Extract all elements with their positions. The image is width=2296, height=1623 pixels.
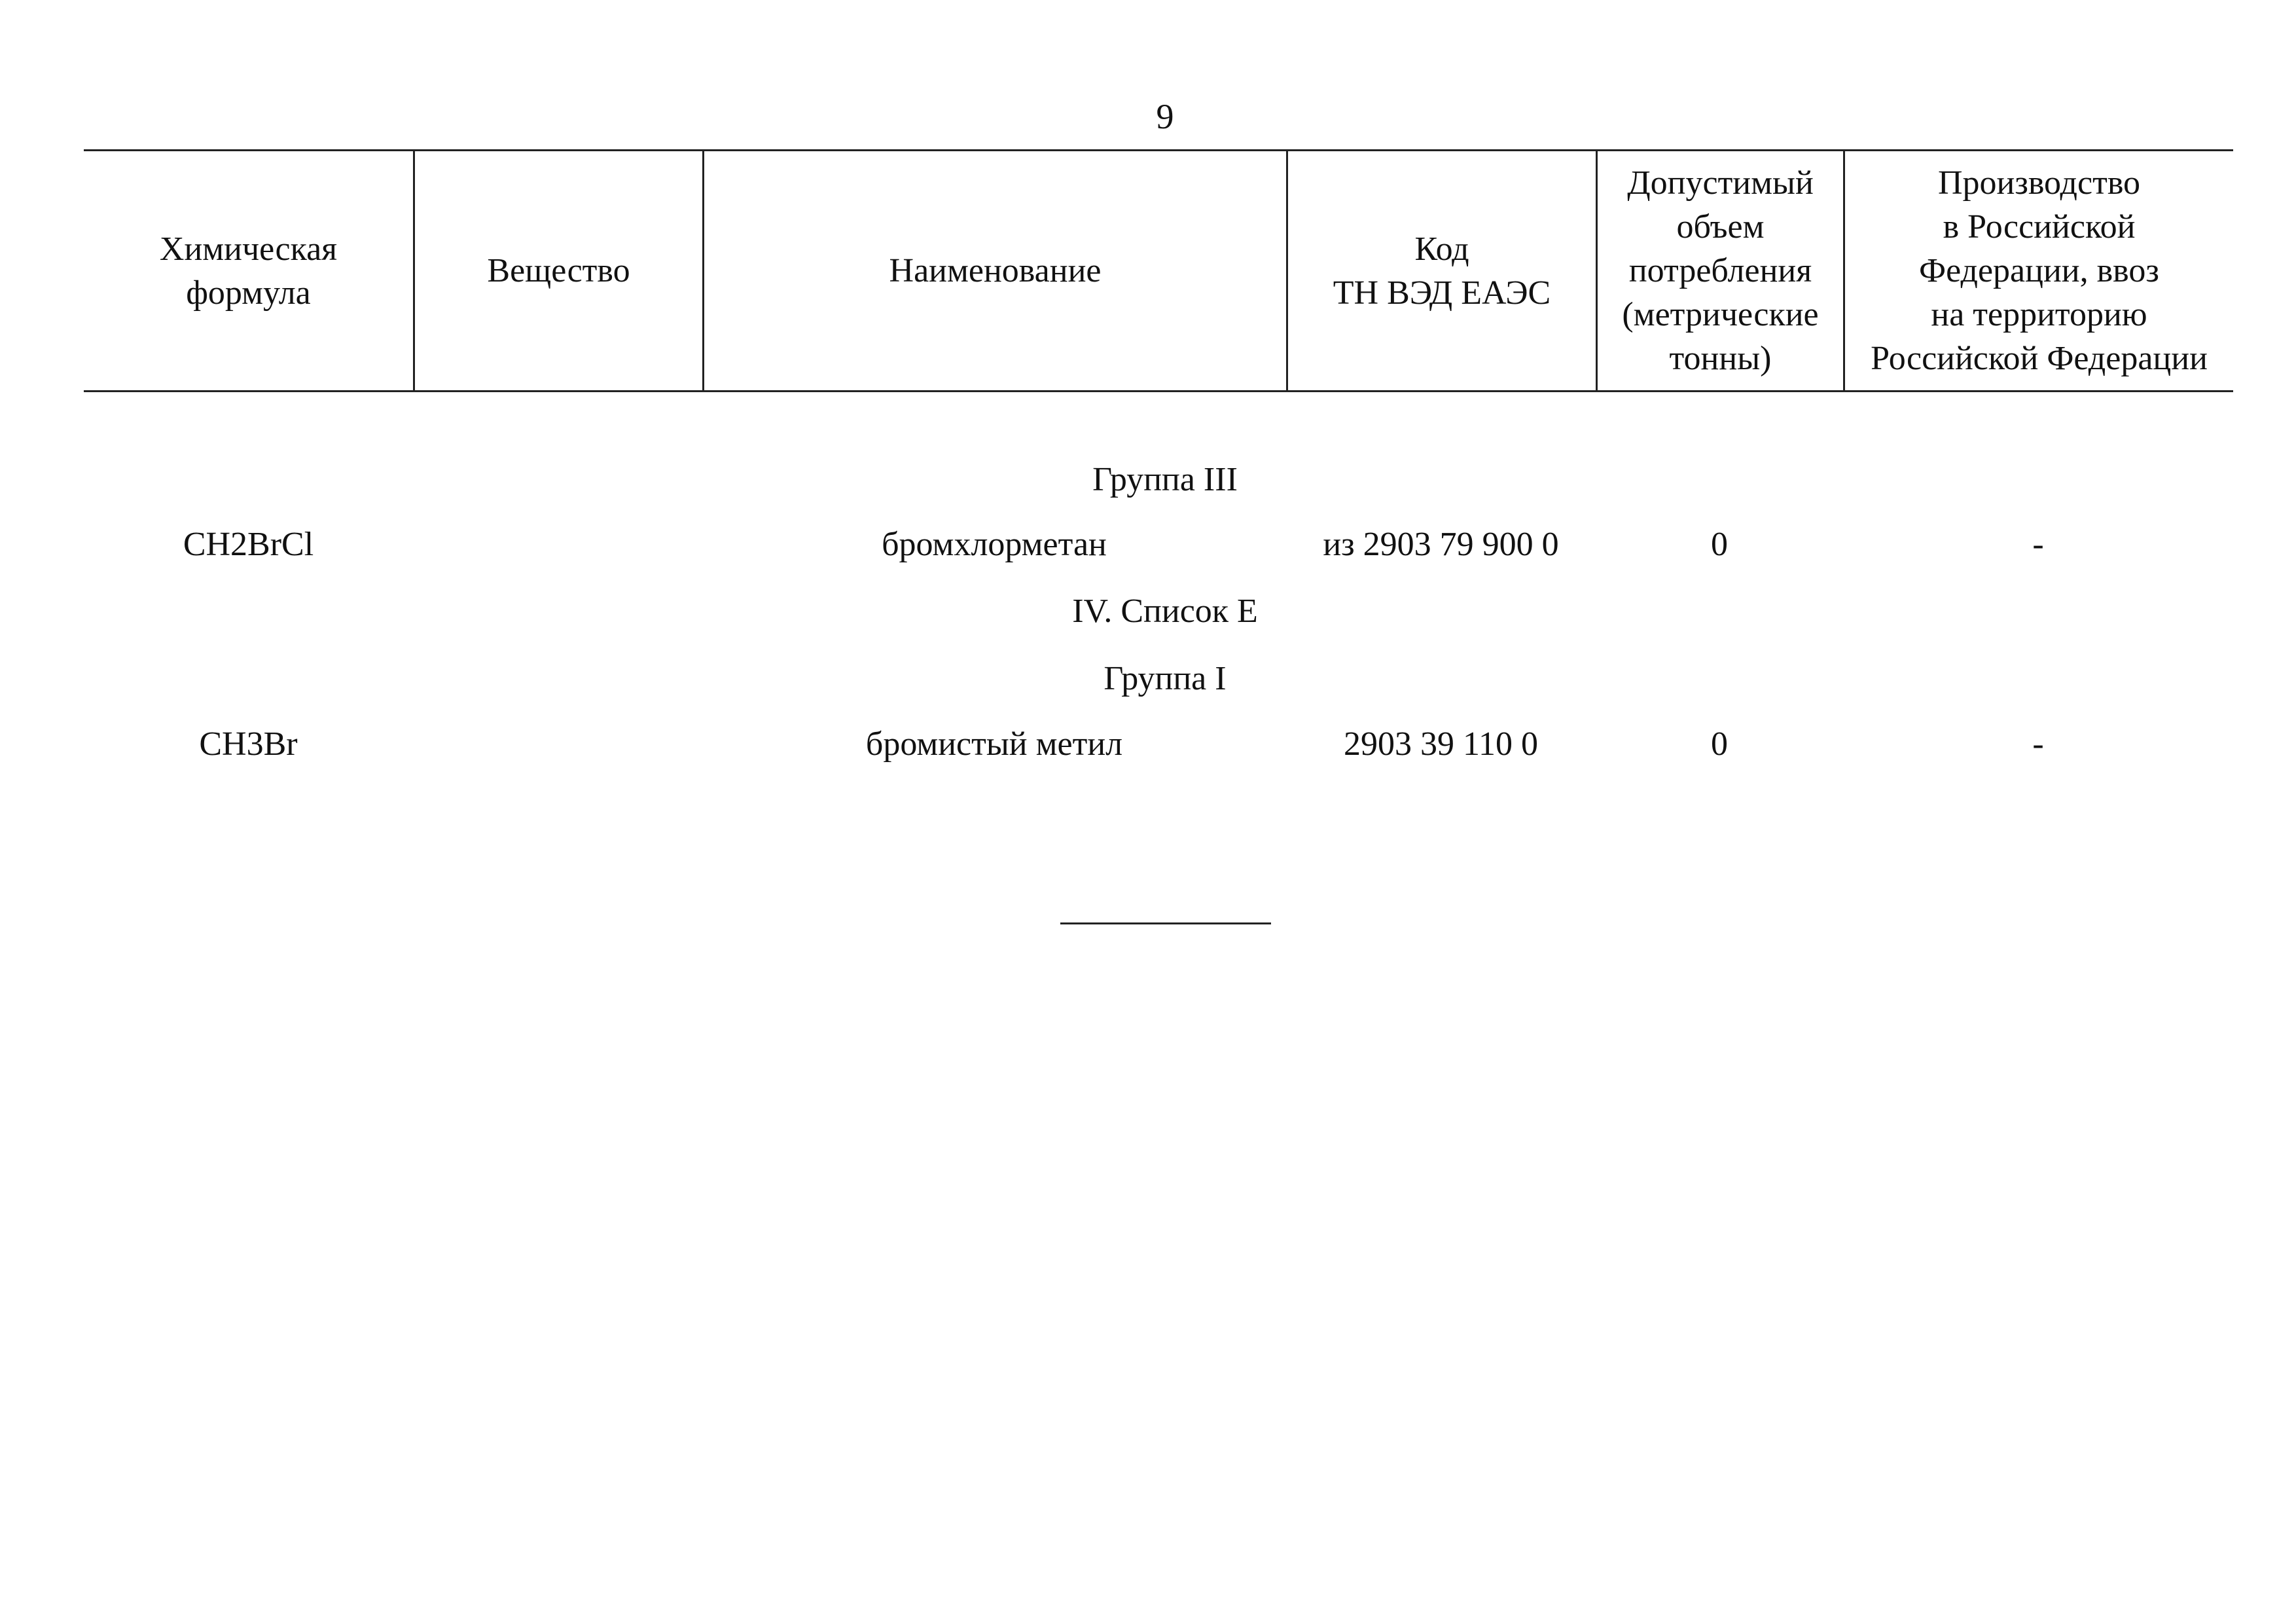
column-header-label: Наименование: [889, 252, 1102, 289]
section-heading-group-i: Группа I: [1103, 660, 1227, 697]
end-divider: [1060, 922, 1271, 924]
column-header-name: [702, 151, 1286, 390]
row-1-volume: 0: [1711, 526, 1728, 563]
row-1-code: из 2903 79 900 0: [1323, 526, 1559, 563]
column-header-label: Химическая формула: [159, 230, 338, 312]
row-2-formula: CH3Br: [199, 725, 298, 763]
column-header-substance: [413, 151, 702, 390]
column-header-label: Вещество: [487, 252, 630, 289]
column-header-label: Допустимый объем потребления (метрические тонны): [1622, 164, 1819, 377]
column-header-volume: [1596, 151, 1843, 390]
row-1-formula: CH2BrCl: [183, 526, 314, 563]
table-header: [84, 149, 2233, 392]
row-2-volume: 0: [1711, 725, 1728, 763]
row-1-production: -: [2032, 526, 2044, 563]
section-heading-group-iii: Группа III: [1092, 461, 1238, 498]
column-header-production: [1843, 151, 2233, 390]
page-number: 9: [1156, 97, 1174, 136]
column-header-formula: [84, 151, 413, 390]
section-heading-list-e: IV. Список Е: [1072, 593, 1258, 630]
row-2-production: -: [2032, 725, 2044, 763]
column-header-label: Производство в Российской Федерации, ввоз на территорию Российской Федерации: [1871, 164, 2208, 377]
row-1-name: бромхлорметан: [882, 526, 1107, 563]
row-2-name: бромистый метил: [865, 725, 1123, 763]
column-header-label: Код ТН ВЭД ЕАЭС: [1333, 230, 1551, 312]
column-header-code: [1286, 151, 1596, 390]
row-2-code: 2903 39 110 0: [1343, 725, 1539, 763]
